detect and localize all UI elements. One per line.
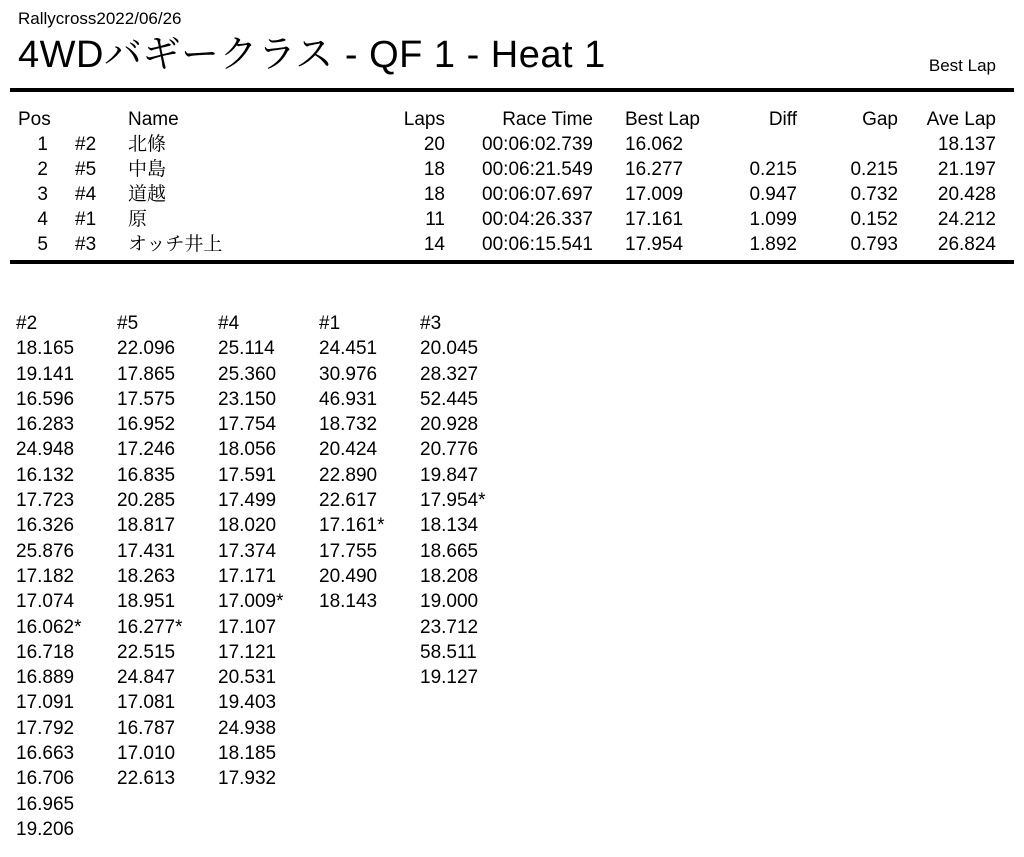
results-cell-no: #2 xyxy=(75,134,97,155)
lap-time-value: 23.150 xyxy=(218,388,277,410)
lap-column xyxy=(117,311,218,792)
lap-time-value: 20.928 xyxy=(420,414,479,436)
lap-time-value: 18.134 xyxy=(420,515,479,537)
results-cell-laps: 14 xyxy=(423,234,445,255)
lap-time-value: 17.792 xyxy=(16,717,75,739)
lap-time-value: 22.096 xyxy=(117,338,176,360)
results-cell-no: #5 xyxy=(75,159,97,180)
results-header-laps: Laps xyxy=(403,109,445,130)
lap-time-value: 17.932 xyxy=(218,768,277,790)
lap-time-value: 17.091 xyxy=(16,692,75,714)
lap-time-value: 18.817 xyxy=(117,515,176,537)
results-cell-name: オッチ井上 xyxy=(128,234,223,255)
results-cell-laps: 11 xyxy=(425,209,445,230)
results-cell-pos: 1 xyxy=(37,134,48,155)
lap-time-value: 17.182 xyxy=(16,565,75,587)
lap-time-value: 16.952 xyxy=(117,414,176,436)
results-cell-gap: 0.732 xyxy=(850,184,898,205)
lap-time-value: 20.776 xyxy=(420,439,479,461)
lap-time-value: 24.847 xyxy=(117,667,176,689)
lap-time-value: 22.515 xyxy=(117,641,176,663)
results-cell-diff xyxy=(725,132,797,157)
results-cell-pos: 5 xyxy=(37,234,48,255)
lap-time-value: 22.890 xyxy=(319,464,378,486)
results-cell-best_lap: 16.062 xyxy=(625,134,684,155)
lap-time-value: 17.171 xyxy=(218,565,277,587)
lap-time-value: 18.951 xyxy=(117,591,176,613)
lap-time-value: 16.062* xyxy=(16,616,82,638)
results-cell-race_time: 00:04:26.337 xyxy=(482,209,593,230)
results-cell-best_lap: 17.161 xyxy=(625,209,684,230)
results-cell-race_time: 00:06:02.739 xyxy=(482,134,593,155)
lap-time-value: 18.020 xyxy=(218,515,277,537)
lap-time-value: 16.787 xyxy=(117,717,176,739)
lap-column-header: #1 xyxy=(319,313,341,334)
lap-time-value: 20.531 xyxy=(218,667,277,689)
lap-time-value: 17.865 xyxy=(117,363,176,385)
lap-time-value: 16.835 xyxy=(117,464,176,486)
lap-time-value: 22.617 xyxy=(319,490,378,512)
lap-time-value: 17.575 xyxy=(117,388,176,410)
best-lap-corner-label: Best Lap xyxy=(928,56,996,75)
lap-column xyxy=(16,311,117,842)
lap-time-value: 17.723 xyxy=(16,490,75,512)
results-rule xyxy=(10,260,1014,264)
lap-time-value: 25.114 xyxy=(218,338,275,360)
lap-time-value: 25.876 xyxy=(16,540,75,562)
lap-time-value: 19.403 xyxy=(218,692,277,714)
results-row xyxy=(18,157,996,182)
results-cell-name: 原 xyxy=(128,209,148,230)
lap-time-value: 19.000 xyxy=(420,591,479,613)
results-row xyxy=(18,232,996,257)
lap-column xyxy=(319,311,420,615)
results-header-ave_lap: Ave Lap xyxy=(926,109,996,130)
results-header-row xyxy=(18,107,996,132)
lap-time-value: 17.755 xyxy=(319,540,378,562)
results-cell-pos: 3 xyxy=(37,184,48,205)
lap-time-value: 17.009* xyxy=(218,591,284,613)
lap-time-value: 17.107 xyxy=(218,616,277,638)
lap-time-value: 30.976 xyxy=(319,363,378,385)
lap-time-value: 16.965 xyxy=(16,793,75,815)
results-table xyxy=(18,107,996,257)
results-header-pos: Pos xyxy=(18,109,51,130)
lap-time-value: 16.326 xyxy=(16,515,75,537)
results-cell-race_time: 00:06:21.549 xyxy=(482,159,593,180)
results-cell-best_lap: 16.277 xyxy=(625,159,684,180)
page-title: 4WDバギークラス - QF 1 - Heat 1 xyxy=(18,34,606,76)
lap-time-value: 58.511 xyxy=(420,641,477,663)
lap-time-value: 24.451 xyxy=(319,338,378,360)
lap-column-header: #4 xyxy=(218,313,240,334)
results-row xyxy=(18,182,996,207)
lap-time-value: 17.074 xyxy=(16,591,75,613)
results-header-no xyxy=(48,107,105,132)
lap-time-value: 28.327 xyxy=(420,363,479,385)
lap-time-value: 19.847 xyxy=(420,464,479,486)
results-cell-no: #1 xyxy=(75,209,97,230)
lap-time-value: 16.889 xyxy=(16,667,75,689)
results-cell-name: 中島 xyxy=(128,159,167,180)
lap-time-value: 17.010 xyxy=(117,743,176,765)
lap-time-value: 18.165 xyxy=(16,338,75,360)
results-cell-best_lap: 17.009 xyxy=(625,184,684,205)
lap-time-value: 16.277* xyxy=(117,616,183,638)
lap-time-value: 52.445 xyxy=(420,388,479,410)
lap-time-value: 18.665 xyxy=(420,540,479,562)
lap-time-value: 17.499 xyxy=(218,490,277,512)
results-cell-best_lap: 17.954 xyxy=(625,234,684,255)
results-cell-diff: 1.892 xyxy=(749,234,797,255)
lap-time-value: 22.613 xyxy=(117,768,176,790)
lap-time-value: 18.056 xyxy=(218,439,277,461)
lap-time-value: 23.712 xyxy=(420,616,479,638)
lap-time-value: 17.754 xyxy=(218,414,277,436)
event-date-label: Rallycross2022/06/26 xyxy=(18,9,182,28)
lap-column-header: #3 xyxy=(420,313,442,334)
results-cell-no: #4 xyxy=(75,184,97,205)
lap-time-value: 16.706 xyxy=(16,768,75,790)
results-cell-ave_lap: 26.824 xyxy=(937,234,996,255)
results-cell-ave_lap: 24.212 xyxy=(937,209,996,230)
results-row xyxy=(18,132,996,157)
lap-time-value: 24.948 xyxy=(16,439,75,461)
lap-time-value: 18.732 xyxy=(319,414,378,436)
results-cell-name: 北條 xyxy=(128,134,167,155)
results-cell-ave_lap: 18.137 xyxy=(937,134,996,155)
lap-column-header: #2 xyxy=(16,313,38,334)
lap-time-value: 17.954* xyxy=(420,490,486,512)
lap-column xyxy=(218,311,319,792)
results-header-race_time: Race Time xyxy=(502,109,593,130)
lap-time-value: 20.424 xyxy=(319,439,378,461)
lap-times-table xyxy=(16,311,521,842)
lap-column xyxy=(420,311,521,690)
lap-time-value: 17.121 xyxy=(218,641,277,663)
results-cell-diff: 0.947 xyxy=(749,184,797,205)
lap-time-value: 17.246 xyxy=(117,439,176,461)
lap-time-value: 19.127 xyxy=(420,667,479,689)
lap-time-value: 18.185 xyxy=(218,743,277,765)
lap-time-value: 16.718 xyxy=(16,641,75,663)
results-cell-laps: 18 xyxy=(423,184,445,205)
results-cell-name: 道越 xyxy=(128,184,167,205)
lap-time-value: 19.141 xyxy=(16,363,75,385)
results-cell-laps: 20 xyxy=(423,134,445,155)
title-rule xyxy=(10,88,1014,92)
results-cell-gap: 0.793 xyxy=(850,234,898,255)
lap-time-value: 20.285 xyxy=(117,490,176,512)
lap-time-value: 18.143 xyxy=(319,591,378,613)
results-cell-diff: 1.099 xyxy=(749,209,797,230)
lap-time-value: 17.161* xyxy=(319,515,385,537)
lap-time-value: 16.283 xyxy=(16,414,75,436)
lap-time-value: 17.081 xyxy=(117,692,176,714)
results-header-name: Name xyxy=(128,109,179,130)
lap-time-value: 20.490 xyxy=(319,565,378,587)
results-cell-laps: 18 xyxy=(423,159,445,180)
results-cell-diff: 0.215 xyxy=(749,159,797,180)
results-cell-pos: 4 xyxy=(37,209,48,230)
lap-time-value: 19.206 xyxy=(16,818,75,840)
lap-time-value: 46.931 xyxy=(319,388,378,410)
lap-time-value: 17.431 xyxy=(117,540,176,562)
lap-time-value: 18.208 xyxy=(420,565,479,587)
lap-time-value: 17.374 xyxy=(218,540,277,562)
results-cell-gap xyxy=(797,132,898,157)
lap-time-value: 17.591 xyxy=(218,464,277,486)
results-cell-race_time: 00:06:07.697 xyxy=(482,184,593,205)
results-cell-gap: 0.215 xyxy=(850,159,898,180)
lap-time-value: 18.263 xyxy=(117,565,176,587)
results-header-best_lap: Best Lap xyxy=(625,109,700,130)
lap-time-value: 16.596 xyxy=(16,388,75,410)
results-cell-gap: 0.152 xyxy=(850,209,898,230)
title-bar xyxy=(18,32,996,78)
results-cell-pos: 2 xyxy=(37,159,48,180)
lap-time-value: 16.663 xyxy=(16,743,75,765)
lap-time-value: 16.132 xyxy=(16,464,75,486)
results-header-diff: Diff xyxy=(768,109,797,130)
lap-time-value: 24.938 xyxy=(218,717,277,739)
results-cell-no: #3 xyxy=(75,234,97,255)
lap-column-header: #5 xyxy=(117,313,139,334)
results-row xyxy=(18,207,996,232)
lap-time-value: 20.045 xyxy=(420,338,479,360)
results-header-gap: Gap xyxy=(862,109,898,130)
results-cell-ave_lap: 20.428 xyxy=(937,184,996,205)
lap-time-value: 25.360 xyxy=(218,363,277,385)
results-cell-ave_lap: 21.197 xyxy=(937,159,996,180)
results-cell-race_time: 00:06:15.541 xyxy=(482,234,593,255)
